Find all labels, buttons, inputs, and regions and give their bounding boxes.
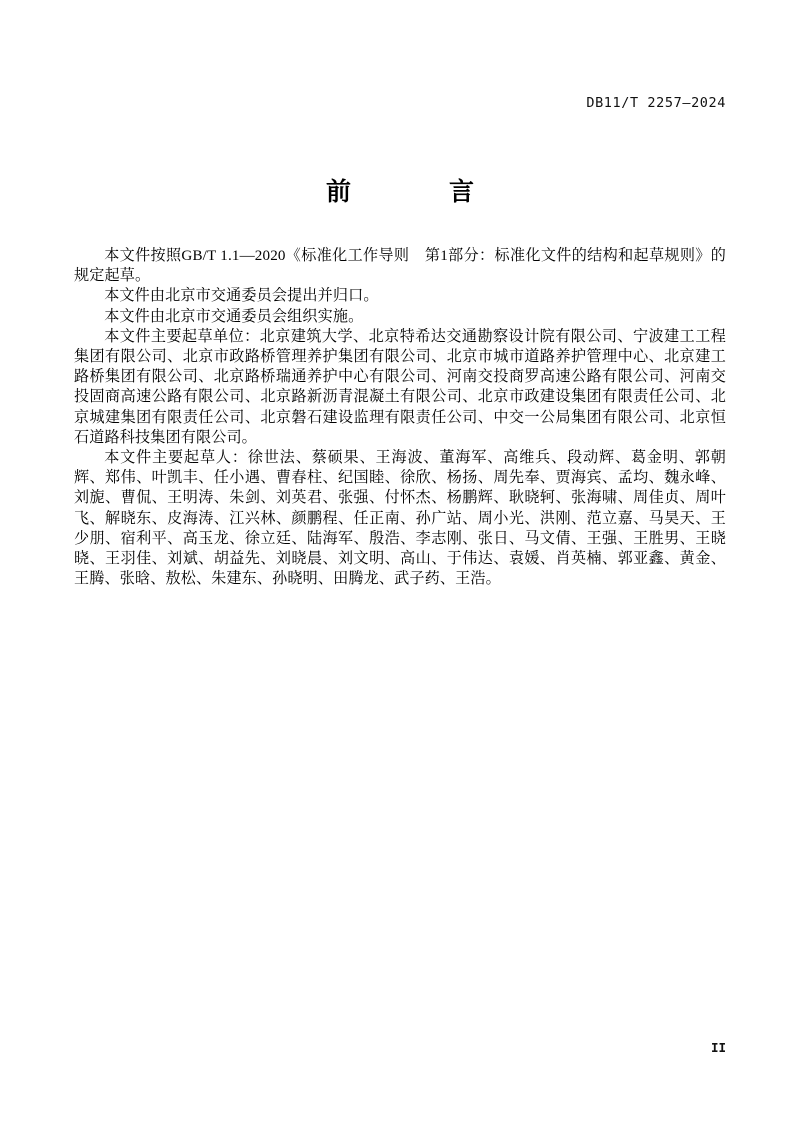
page-footer bbox=[74, 1035, 726, 1055]
paragraph-drafting-persons: 本文件主要起草人：徐世法、蔡硕果、王海波、董海军、高维兵、段动辉、葛金明、郭朝辉、郑伟、叶凯丰、任小遇、曹春柱、纪国睦、徐欣、杨扬、周先奉、贾海宾、孟均、魏永峰、刘旎、曹侃、王明涛、朱剑、刘英君、张强、付怀杰、杨鹏辉、耿晓轲、张海啸、周佳贞、周叶飞、解晓东、皮海涛、江兴林、颜鹏程、任正南、孙广站、周小光、洪刚、范立嘉、马昊天、王少朋、宿利平、高玉龙、徐立廷、陆海军、殷浩、李志刚、张日、马文倩、王强、王胜男、王晓晓、王羽佳、刘斌、胡益先、刘晓晨、刘文明、高山、于伟达、袁媛、肖英楠、郭亚鑫、黄金、王腾、张晗、敖松、朱建东、孙晓明、田腾龙、武子药、王浩。 bbox=[74, 450, 726, 588]
paragraph-implementing-body: 本文件由北京市交通委员会组织实施。 bbox=[104, 308, 364, 325]
paragraph-proposing-body: 本文件由北京市交通委员会提出并归口。 bbox=[104, 288, 379, 305]
page-title: 前 言 bbox=[325, 177, 490, 206]
foreword-body bbox=[74, 246, 726, 589]
page-number: II bbox=[710, 1040, 726, 1055]
page-header bbox=[74, 95, 726, 117]
paragraph-scope-basis: 本文件按照GB/T 1.1—2020《标准化工作导则 第1部分：标准化文件的结构和起草规则》的规定起草。 bbox=[74, 248, 726, 285]
paragraph-drafting-organizations: 本文件主要起草单位：北京建筑大学、北京特希达交通勘察设计院有限公司、宁波建工工程集团有限公司、北京市政路桥管理养护集团有限公司、北京市城市道路养护管理中心、北京建工路桥集团有限公司、北京路桥瑞通养护中心有限公司、河南交投商罗高速公路有限公司、河南交投固商高速公路有限公司、北京路新沥青混凝土有限公司、北京市政建设集团有限责任公司、北京城建集团有限责任公司、北京磐石建设监理有限责任公司、中交一公局集团有限公司、北京恒石道路科技集团有限公司。 bbox=[74, 328, 726, 446]
standard-number-header: DB11/T 2257—2024 bbox=[586, 95, 726, 111]
